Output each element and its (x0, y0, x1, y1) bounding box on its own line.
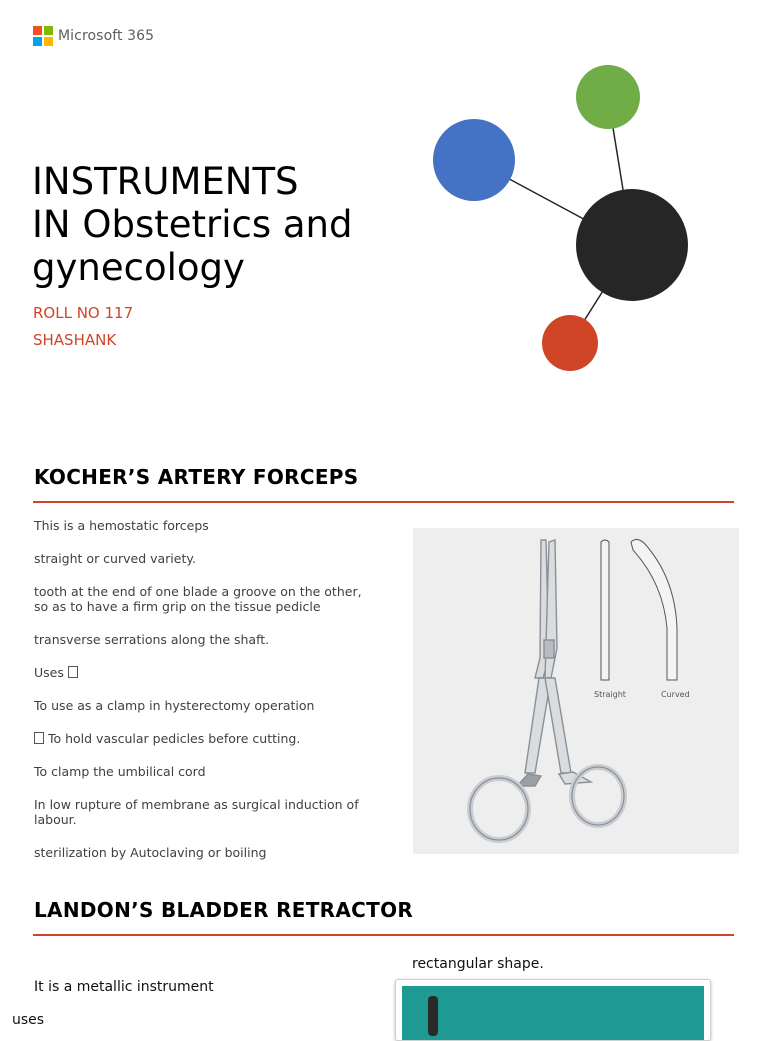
author-name: SHASHANK (33, 331, 117, 349)
retractor-description-left: It is a metallic instrument (34, 979, 214, 995)
paragraph: tooth at the end of one blade a groove on the other, so as to have a firm grip on the tissue pedicle (34, 584, 362, 614)
label-curved: Curved (661, 690, 690, 699)
section-heading-kochers-forceps: KOCHER’S ARTERY FORCEPS (34, 465, 359, 489)
paragraph: In low rupture of membrane as surgical induction of labour. (34, 797, 359, 827)
orange-circle (542, 315, 598, 371)
paragraph: To use as a clamp in hysterectomy operation (34, 698, 315, 713)
decorative-circles-graphic (420, 55, 700, 385)
title-line-1: INSTRUMENTS (32, 160, 299, 203)
missing-glyph-icon (34, 732, 44, 744)
landons-retractor-image (395, 979, 711, 1041)
missing-glyph-icon (68, 666, 78, 678)
paragraph: To hold vascular pedicles before cutting. (34, 731, 374, 746)
blue-circle (433, 119, 515, 201)
roll-number: ROLL NO 117 (33, 304, 134, 322)
section-divider (33, 501, 734, 503)
section-heading-landons-retractor: LANDON’S BLADDER RETRACTOR (34, 898, 414, 922)
paragraph: This is a hemostatic forceps (34, 518, 209, 533)
retractor-uses-text: uses (12, 1012, 45, 1028)
section-body-text (34, 518, 374, 866)
paragraph: transverse serrations along the shaft. (34, 632, 270, 647)
label-straight: Straight (594, 690, 626, 699)
straight-tip-detail (601, 540, 609, 680)
title-line-2: IN Obstetrics and (32, 203, 353, 246)
paragraph: straight or curved variety. (34, 551, 196, 566)
kochers-forceps-image (413, 528, 739, 854)
green-circle (576, 65, 640, 129)
retractor-description-right: rectangular shape. (412, 956, 544, 972)
forceps-illustration (413, 528, 739, 854)
section-divider (33, 934, 734, 936)
dark-circle (576, 189, 688, 301)
microsoft-logo-icon (33, 26, 53, 46)
retractor-photo (402, 986, 704, 1040)
microsoft-365-logo (33, 26, 154, 46)
paragraph: To clamp the umbilical cord (34, 764, 206, 779)
title-line-3: gynecology (32, 246, 245, 289)
document-title (32, 160, 353, 289)
paragraph: sterilization by Autoclaving or boiling (34, 845, 267, 860)
brand-name: Microsoft 365 (58, 28, 155, 44)
paragraph: Uses (34, 665, 374, 680)
curved-tip-detail (631, 539, 677, 680)
